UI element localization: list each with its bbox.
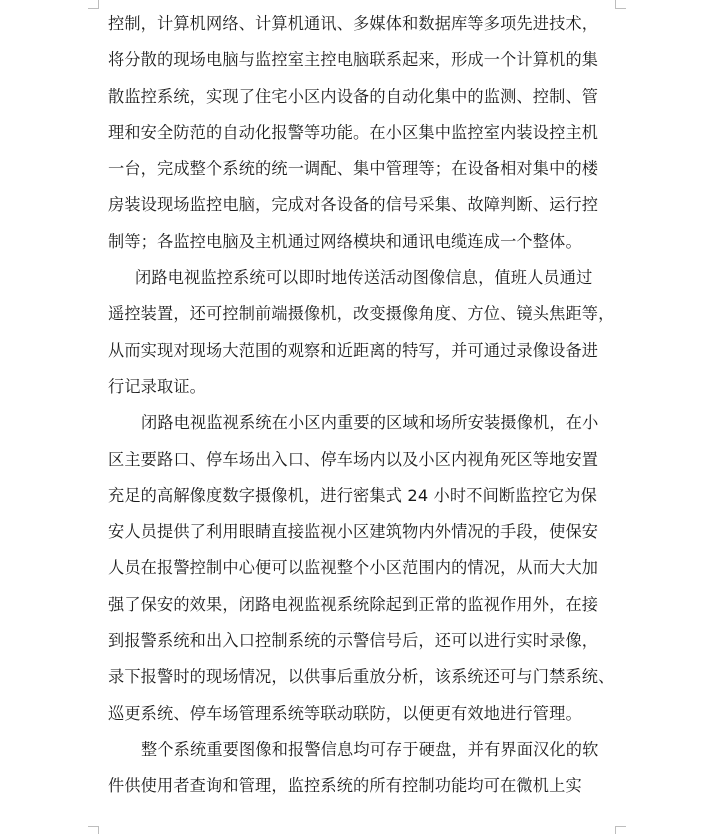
paragraph-line: 人员在报警控制中心便可以监视整个小区范围内的情况，从而大大加 <box>108 558 599 578</box>
paragraph-4 <box>108 732 608 805</box>
crop-mark-bottom-left-vertical <box>98 826 99 834</box>
paragraph-first-line: 整个系统重要图像和报警信息均可存于硬盘，并有界面汉化的软 <box>141 739 599 759</box>
crop-mark-top-left-horizontal <box>88 8 99 9</box>
paragraph-first-line: 闭路电视监视系统在小区内重要的区域和场所安装摄像机，在小 <box>141 413 599 433</box>
paragraph-line: 区主要路口、停车场出入口、停车场内以及小区内视角死区等地安置 <box>108 449 599 469</box>
paragraph-line: 件供使用者查询和管理，监控系统的所有控制功能均可在微机上实 <box>108 776 582 796</box>
paragraph-3 <box>108 405 615 732</box>
paragraph-line: 到报警系统和出入口控制系统的示警信号后，还可以进行实时录像， <box>108 631 599 651</box>
crop-mark-bottom-right-vertical <box>615 826 616 834</box>
paragraph-line: 散监控系统，实现了住宅小区内设备的自动化集中的监测、控制、管 <box>108 86 599 106</box>
paragraph-line: 安人员提供了利用眼睛直接监视小区建筑物内外情况的手段，使保安 <box>108 522 599 542</box>
crop-mark-bottom-right-horizontal <box>615 826 626 827</box>
paragraph-line: 遥控装置，还可控制前端摄像机，改变摄像角度、方位、镜头焦距等， <box>108 304 615 324</box>
paragraph-line: 强了保安的效果，闭路电视监视系统除起到正常的监视作用外，在接 <box>108 594 599 614</box>
crop-mark-top-left-vertical <box>98 0 99 8</box>
crop-mark-top-right-vertical <box>615 0 616 8</box>
paragraph-line: 巡更系统、停车场管理系统等联动联防，以便更有效地进行管理。 <box>108 703 582 723</box>
paragraph-line: 充足的高解像度数字摄像机，进行密集式 24 小时不间断监控它为保 <box>108 485 597 505</box>
paragraph-line: 录下报警时的现场情况，以供事后重放分析，该系统还可与门禁系统、 <box>108 667 615 687</box>
document-body <box>108 6 615 805</box>
crop-mark-top-right-horizontal <box>615 8 626 9</box>
paragraph-1 <box>108 6 608 260</box>
paragraph-first-line: 闭路电视监控系统可以即时地传送活动图像信息，值班人员通过 <box>135 268 593 288</box>
paragraph-line: 从而实现对现场大范围的观察和近距离的特写，并可通过录像设备进 <box>108 340 599 360</box>
paragraph-line: 控制，计算机网络、计算机通讯、多媒体和数据库等多项先进技术， <box>108 14 599 33</box>
paragraph-line: 制等；各监控电脑及主机通过网络模块和通讯电缆连成一个整体。 <box>108 231 582 251</box>
paragraph-line: 理和安全防范的自动化报警等功能。在小区集中监控室内装设控主机 <box>108 122 599 142</box>
paragraph-line: 行记录取证。 <box>108 376 207 396</box>
paragraph-line: 一台，完成整个系统的统一调配、集中管理等；在设备相对集中的楼 <box>108 159 599 179</box>
paragraph-line: 房装设现场监控电脑，完成对各设备的信号采集、故障判断、运行控 <box>108 195 599 215</box>
paragraph-2 <box>108 260 615 405</box>
paragraph-line: 将分散的现场电脑与监控室主控电脑联系起来，形成一个计算机的集 <box>108 50 599 70</box>
crop-mark-bottom-left-horizontal <box>88 826 99 827</box>
